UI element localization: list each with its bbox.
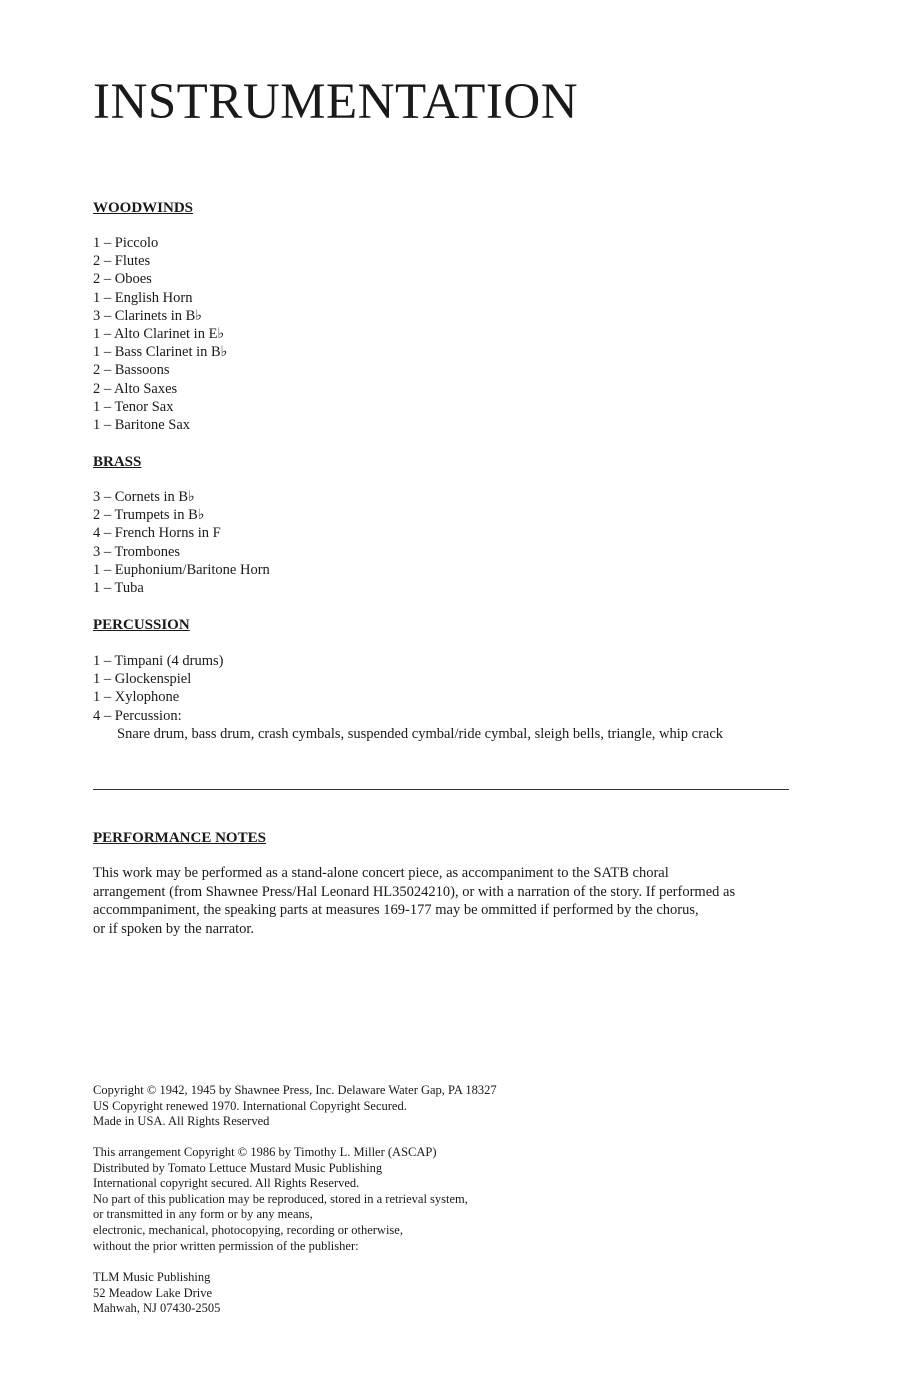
copyright-block (93, 1083, 497, 1130)
text-line: without the prior written permission of the publisher: (93, 1238, 359, 1253)
list-item: 1 – Tuba (93, 579, 144, 596)
list-item: 4 – Percussion: (93, 707, 182, 724)
list-item: 2 – Bassoons (93, 362, 170, 379)
text-line: or if spoken by the narrator. (93, 920, 255, 937)
text-line: This arrangement Copyright © 1986 by Timothy L. Miller (ASCAP) (93, 1145, 437, 1159)
performance-notes-text (93, 864, 813, 938)
arrangement-block (93, 1145, 468, 1254)
list-item: 1 – Xylophone (93, 689, 180, 706)
text-line: 52 Meadow Lake Drive (93, 1285, 213, 1300)
list-item: 2 – Alto Saxes (93, 380, 178, 397)
list-item: 1 – Glockenspiel (93, 671, 192, 688)
list-item: 1 – Tenor Sax (93, 398, 174, 415)
percussion-heading: PERCUSSION (93, 617, 190, 633)
list-item: 3 – Cornets in B♭ (93, 489, 195, 505)
publisher-address (93, 1270, 220, 1317)
brass-heading: BRASS (93, 454, 142, 470)
list-item: 1 – Euphonium/Baritone Horn (93, 561, 270, 578)
woodwinds-heading: WOODWINDS (93, 200, 194, 216)
list-item: 2 – Oboes (93, 271, 152, 288)
list-item: 2 – Trumpets in B♭ (93, 507, 205, 524)
text-line: No part of this publication may be reproduced, stored in a retrieval system, (93, 1191, 468, 1206)
brass-list (93, 488, 270, 597)
text-line: arrangement (from Shawnee Press/Hal Leonard HL35024210), or with a narration of the story. If performed as (93, 883, 736, 900)
text-line: Distributed by Tomato Lettuce Mustard Music Publishing (93, 1160, 383, 1175)
percussion-detail: Snare drum, bass drum, crash cymbals, suspended cymbal/ride cymbal, sleigh bells, triangle, whip crack (117, 725, 724, 742)
list-item: 2 – Flutes (93, 253, 151, 270)
percussion-list (93, 652, 723, 743)
woodwinds-list (93, 234, 228, 434)
list-item: 4 – French Horns in F (93, 525, 221, 542)
text-line: Made in USA. All Rights Reserved (93, 1114, 270, 1129)
text-line: accommpaniment, the speaking parts at measures 169-177 may be ommitted if performed by the chorus, (93, 902, 699, 918)
text-line: Copyright © 1942, 1945 by Shawnee Press, Inc. Delaware Water Gap, PA 18327 (93, 1083, 497, 1097)
list-item: 1 – Alto Clarinet in E♭ (93, 325, 225, 342)
text-line: electronic, mechanical, photocopying, recording or otherwise, (93, 1222, 403, 1237)
list-item: 1 – English Horn (93, 289, 193, 306)
list-item: 1 – Piccolo (93, 235, 159, 251)
performance-notes-heading: PERFORMANCE NOTES (93, 830, 266, 846)
list-item: 1 – Baritone Sax (93, 416, 191, 433)
text-line: US Copyright renewed 1970. International Copyright Secured. (93, 1098, 407, 1113)
list-item: 1 – Bass Clarinet in B♭ (93, 344, 228, 361)
text-line: or transmitted in any form or by any means, (93, 1207, 313, 1222)
page-title: INSTRUMENTATION (93, 74, 579, 130)
text-line: Mahwah, NJ 07430-2505 (93, 1301, 221, 1316)
list-item: 3 – Trombones (93, 543, 181, 560)
list-item: 1 – Timpani (4 drums) (93, 653, 224, 669)
divider (93, 789, 789, 790)
text-line: This work may be performed as a stand-alone concert piece, as accompaniment to the SATB choral (93, 865, 669, 881)
text-line: TLM Music Publishing (93, 1270, 211, 1284)
list-item: 3 – Clarinets in B♭ (93, 307, 203, 324)
text-line: International copyright secured. All Rights Reserved. (93, 1176, 360, 1191)
